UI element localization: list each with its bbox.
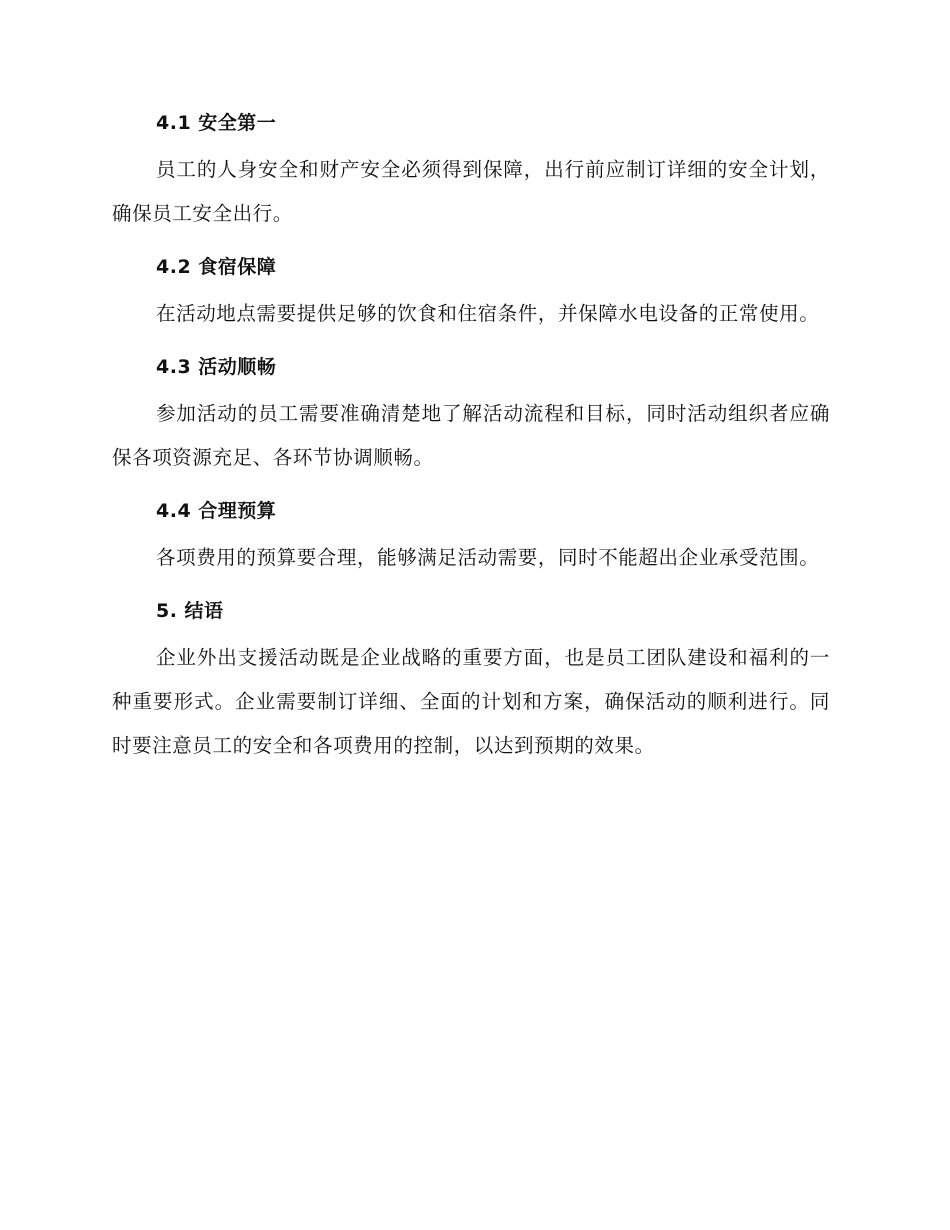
section-paragraph: 企业外出支援活动既是企业战略的重要方面，也是员工团队建设和福利的一种重要形式。企业需要制订详细、全面的计划和方案，确保活动的顺利进行。同时要注意员工的安全和各项费用的控制，以达到预期的效果。 xyxy=(112,646,830,757)
section-paragraph: 各项费用的预算要合理，能够满足活动需要，同时不能超出企业承受范围。 xyxy=(156,546,820,569)
section-smooth-activity xyxy=(112,352,830,480)
section-paragraph: 在活动地点需要提供足够的饮食和住宿条件，并保障水电设备的正常使用。 xyxy=(156,302,820,325)
section-conclusion xyxy=(112,596,830,768)
document-page xyxy=(112,108,830,768)
section-heading: 4.2 食宿保障 xyxy=(156,256,277,278)
section-heading: 5. 结语 xyxy=(156,600,224,622)
section-heading: 4.3 活动顺畅 xyxy=(156,356,277,378)
section-food-lodging xyxy=(112,252,830,336)
section-heading: 4.4 合理预算 xyxy=(156,500,277,522)
section-budget xyxy=(112,496,830,580)
section-heading: 4.1 安全第一 xyxy=(156,112,277,134)
section-paragraph: 员工的人身安全和财产安全必须得到保障，出行前应制订详细的安全计划，确保员工安全出行。 xyxy=(112,158,830,225)
section-paragraph: 参加活动的员工需要准确清楚地了解活动流程和目标，同时活动组织者应确保各项资源充足、各环节协调顺畅。 xyxy=(112,402,830,469)
section-safety xyxy=(112,108,830,236)
